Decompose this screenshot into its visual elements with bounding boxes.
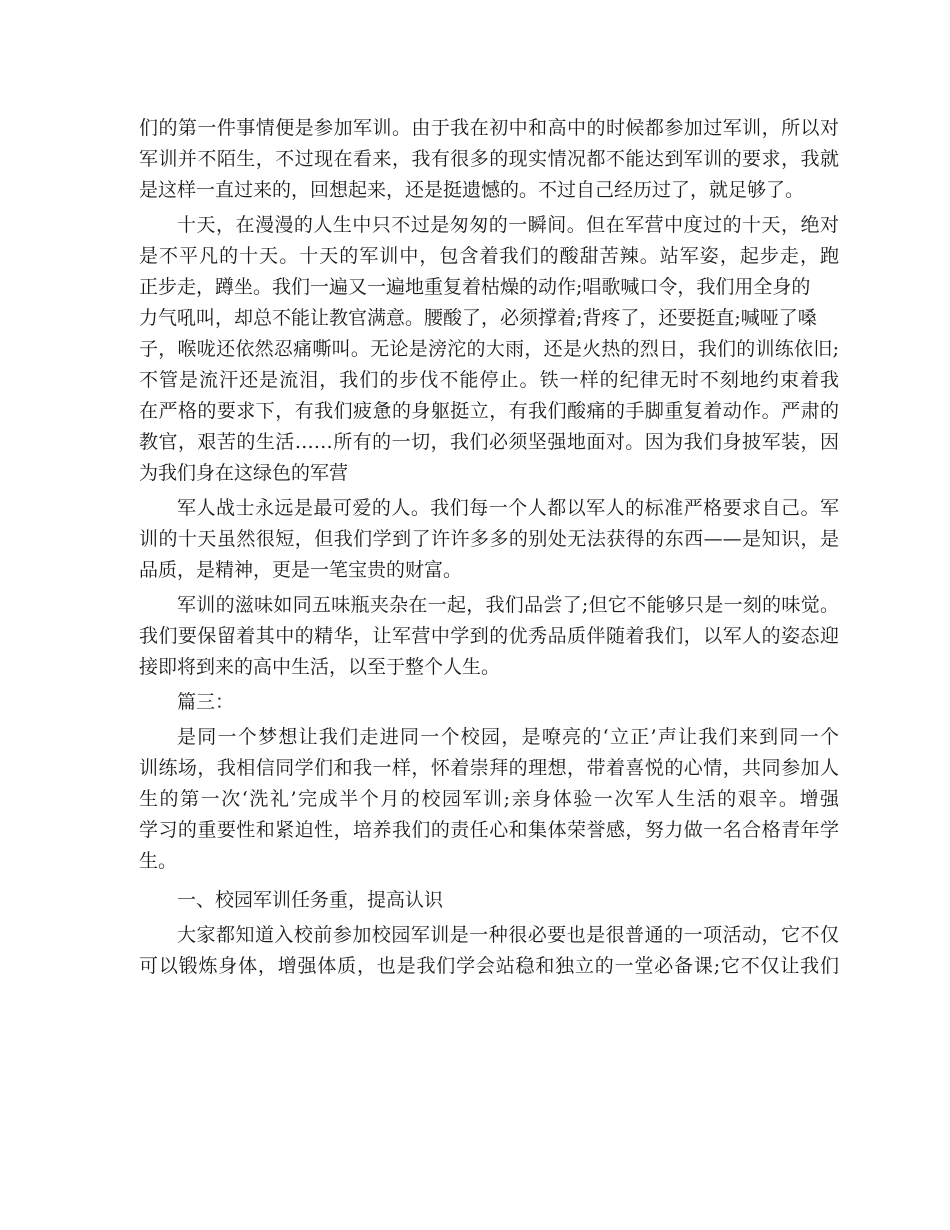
- section-heading: 篇三：: [177, 691, 235, 713]
- text-line: 是这样一直过来的，回想起来，还是挺遗憾的。不过自己经历过了，就足够了。: [139, 179, 805, 201]
- text-line: 生的第一次‘洗礼’完成半个月的校园军训;亲身体验一次军人生活的艰辛。增强: [139, 788, 839, 810]
- text-line: 是不平凡的十天。十天的军训中，包含着我们的酸甜苦辣。站军姿，起步走，跑: [139, 245, 839, 267]
- text-line: 军人战士永远是最可爱的人。我们每一个人都以军人的标准严格要求自己。军: [177, 497, 839, 519]
- text-line: 我们要保留着其中的精华，让军营中学到的优秀品质伴随着我们，以军人的姿态迎: [139, 625, 839, 647]
- text-line: 正步走，蹲坐。我们一遍又一遍地重复着枯燥的动作;唱歌喊口令，我们用全身的: [139, 276, 811, 298]
- subsection-heading: 一、校园军训任务重，提高认识: [177, 889, 444, 911]
- text-line: 学习的重要性和紧迫性，培养我们的责任心和集体荣誉感，努力做一名合格青年学: [139, 819, 839, 841]
- text-line: 教官，艰苦的生活……所有的一切，我们必须坚强地面对。因为我们身披军装，因: [139, 431, 839, 453]
- text-line: 是同一个梦想让我们走进同一个校园，是嘹亮的‘立正’声让我们来到同一个: [177, 726, 839, 748]
- text-line: 们的第一件事情便是参加军训。由于我在初中和高中的时候都参加过军训，所以对: [139, 117, 839, 139]
- text-line: 接即将到来的高中生活，以至于整个人生。: [139, 656, 501, 678]
- text-line: 大家都知道入校前参加校园军训是一种很必要也是很普通的一项活动，它不仅: [177, 924, 839, 946]
- text-line: 军训并不陌生，不过现在看来，我有很多的现实情况都不能达到军训的要求，我就: [139, 148, 839, 170]
- text-line: 可以锻炼身体，增强体质，也是我们学会站稳和独立的一堂必备课;它不仅让我们: [139, 955, 839, 977]
- text-line: 为我们身在这绿色的军营: [139, 462, 349, 484]
- text-line: 军训的滋味如同五味瓶夹杂在一起，我们品尝了;但它不能够只是一刻的味觉。: [177, 594, 839, 616]
- text-line: 不管是流汗还是流泪，我们的步伐不能停止。铁一样的纪律无时不刻地约束着我: [139, 369, 839, 391]
- text-line: 子，喉咙还依然忍痛嘶叫。无论是滂沱的大雨，还是火热的烈日，我们的训练依旧;: [139, 338, 839, 360]
- text-line: 十天，在漫漫的人生中只不过是匆匆的一瞬间。但在军营中度过的十天，绝对: [177, 214, 839, 236]
- text-line: 在严格的要求下，有我们疲惫的身躯挺立，有我们酸痛的手脚重复着动作。严肃的: [139, 400, 839, 422]
- text-line: 品质，是精神，更是一笔宝贵的财富。: [139, 559, 463, 581]
- text-line: 力气吼叫，却总不能让教官满意。腰酸了，必须撑着;背疼了，还要挺直;喊哑了嗓: [139, 307, 817, 329]
- text-line: 训练场，我相信同学们和我一样，怀着崇拜的理想，带着喜悦的心情，共同参加人: [139, 757, 839, 779]
- text-line: 生。: [139, 850, 178, 872]
- text-line: 训的十天虽然很短，但我们学到了许许多多的别处无法获得的东西——是知识，是: [139, 528, 839, 550]
- document-body: [139, 113, 839, 982]
